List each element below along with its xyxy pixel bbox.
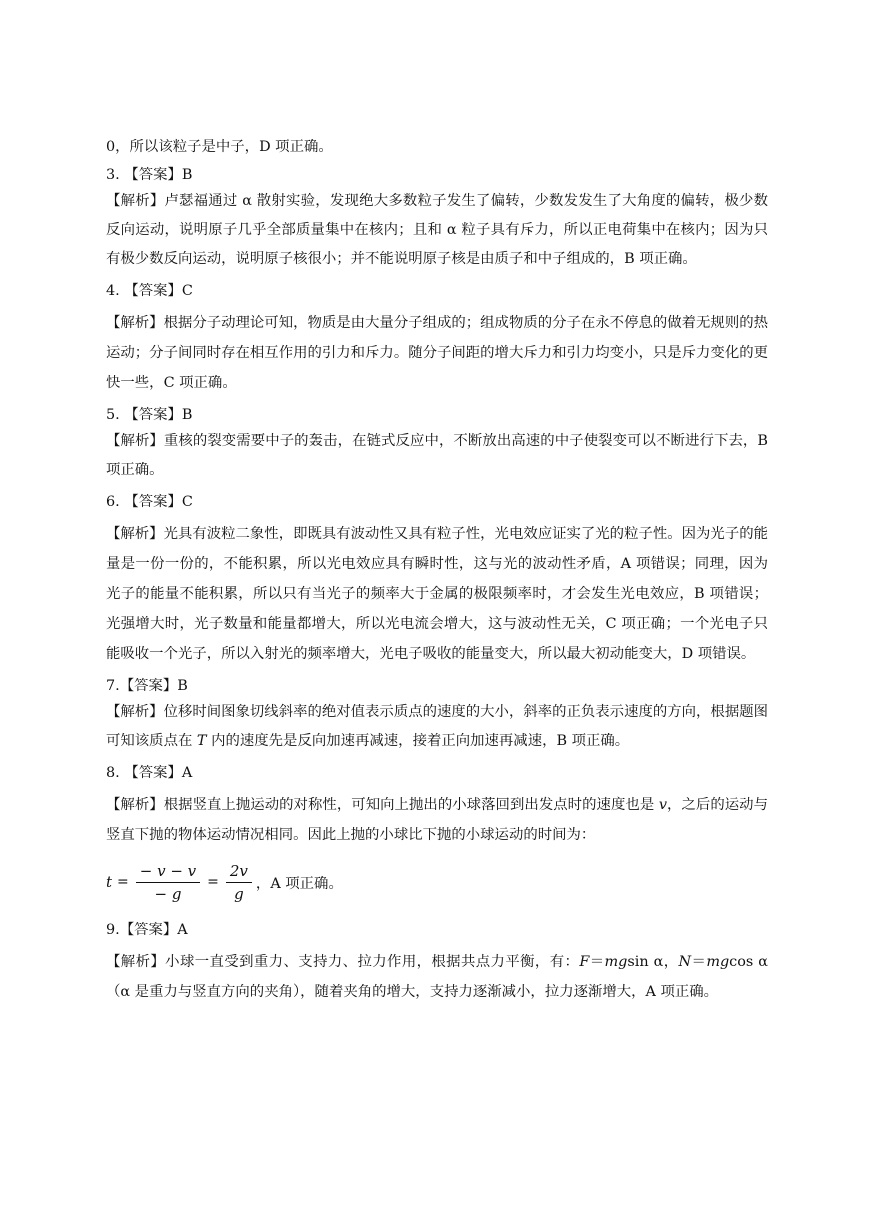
fraction-1-denominator: − g: [154, 884, 182, 903]
answer-4: 4. 【答案】C: [106, 283, 193, 299]
explanation-8-part: 【解析】根据竖直上抛运动的对称性，可知向上抛出的小球落回到出发点时的速度也是: [106, 797, 659, 813]
explanation-7: [106, 698, 768, 756]
symbol-mg: mg: [604, 954, 628, 970]
explanation-9-part: ＝: [589, 954, 605, 970]
fraction-2: [226, 862, 252, 903]
fraction-2-numerator: 2v: [229, 861, 248, 880]
fraction-1: [136, 862, 200, 903]
answer-8: 8. 【答案】A: [106, 765, 193, 781]
answer-3: 3. 【答案】B: [106, 167, 193, 183]
answer-7: 7.【答案】B: [106, 678, 188, 694]
symbol-v: v: [658, 797, 667, 813]
explanation-9-part: ＝: [691, 954, 707, 970]
explanation-4: 【解析】根据分子动理论可知，物质是由大量分子组成的；组成物质的分子在永不停息的做着无规则的热运动；分子间同时存在相互作用的引力和斥力。随分子间距的增大斥力和引力均变小，只是斥力变化的更快一些，C 项正确。: [106, 315, 768, 391]
answer-6: 6. 【答案】C: [106, 494, 193, 510]
answer-5: 5. 【答案】B: [106, 407, 193, 423]
formula-variable-t: t: [106, 873, 113, 891]
explanation-8: [106, 790, 768, 850]
explanation-5: 【解析】重核的裂变需要中子的轰击，在链式反应中，不断放出高速的中子使裂变可以不断进行下去，B 项正确。: [106, 433, 768, 478]
symbol-mg: mg: [706, 954, 730, 970]
formula-time: [106, 854, 768, 910]
formula-equals: =: [207, 874, 219, 890]
explanation-9-part: cos α（α 是重力与竖直方向的夹角），随着夹角的增大，支持力逐渐减小，拉力逐渐增大，A 项正确。: [106, 954, 768, 1000]
explanation-7-part: 【解析】位移时间图象切线斜率的绝对值表示质点的速度的大小，斜率的正负表示速度的方向，根据题图可知该质点在: [106, 704, 768, 749]
fraction-1-numerator: − v − v: [139, 861, 197, 880]
answer-9: 9.【答案】A: [106, 922, 188, 938]
explanation-7-part: 内的速度先是反向加速再减速，接着正向加速再减速，B 项正确。: [206, 733, 630, 749]
text-line: 0，所以该粒子是中子，D 项正确。: [106, 139, 333, 155]
explanation-8-part: ，之后的运动与竖直下抛的物体运动情况相同。因此上抛的小球比下抛的小球运动的时间为：: [106, 797, 768, 843]
formula-equals: =: [117, 874, 129, 890]
symbol-N: N: [678, 954, 692, 970]
formula-tail: ，A 项正确。: [255, 875, 343, 892]
explanation-9-part: 【解析】小球一直受到重力、支持力、拉力作用，根据共点力平衡，有：: [106, 954, 580, 970]
explanation-6: 【解析】光具有波粒二象性，即既具有波动性又具有粒子性，光电效应证实了光的粒子性。因为光子的能量是一份一份的，不能积累，所以光电效应具有瞬时性，这与光的波动性矛盾，A 项错误；同理，因为光子的能量不能积累，所以只有当光子的频率大于金属的极限频率时，才会发生光电效应，B 项错误；光强增大时，光子数量和能量都增大，所以光电流会增大，这与波动性无关，C 项正确；一个光电子只能吸收一个光子，所以入射光的频率增大，光电子吸收的能量变大，所以最大初动能变大，D 项错误。: [106, 526, 768, 662]
symbol-F: F: [579, 954, 590, 970]
fraction-2-denominator: g: [234, 884, 244, 903]
document-page: [106, 136, 768, 1007]
explanation-9: [106, 947, 768, 1007]
symbol-T: T: [196, 733, 207, 749]
explanation-3: 【解析】卢瑟福通过 α 散射实验，发现绝大多数粒子发生了偏转，少数发发生了大角度的偏转，极少数反向运动，说明原子几乎全部质量集中在核内；且和 α 粒子具有斥力，所以正电荷集中在核内；因为只有极少数反向运动，说明原子核很小；并不能说明原子核是由质子和中子组成的，B 项正确。: [106, 193, 768, 267]
explanation-9-part: sin α，: [627, 954, 679, 970]
